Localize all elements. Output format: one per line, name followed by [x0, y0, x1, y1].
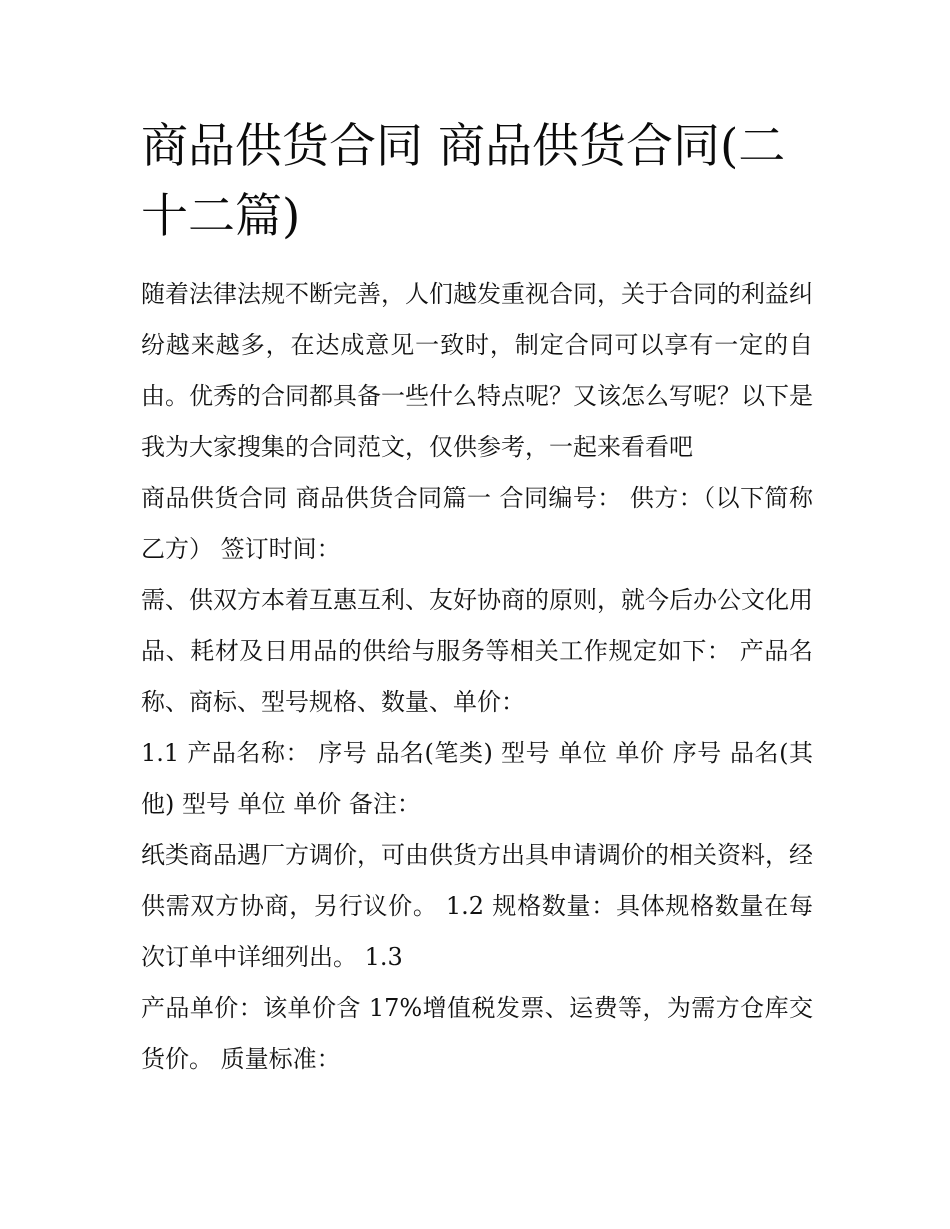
paragraph-intro: 随着法律法规不断完善，人们越发重视合同，关于合同的利益纠纷越来越多，在达成意见一致时，制定合同可以享有一定的自由。优秀的合同都具备一些什么特点呢？又该怎么写呢？以下是我为大家搜集的合同范文，仅供参考，一起来看看吧 [141, 280, 813, 461]
paragraph-principles: 需、供双方本着互惠互利、友好协商的原则，就今后办公文化用品、耗材及日用品的供给与服务等相关工作规定如下： 产品名称、商标、型号规格、数量、单价： [141, 586, 813, 716]
document-title: 商品供货合同 商品供货合同(二十二篇) [141, 119, 786, 244]
document-body [141, 269, 813, 1085]
paragraph-contract-header: 商品供货合同 商品供货合同篇一 合同编号： 供方：（以下简称乙方） 签订时间： [141, 484, 813, 563]
paragraph-product-name: 1.1 产品名称： 序号 品名(笔类) 型号 单位 单价 序号 品名(其他) 型号 单位 单价 备注： [141, 739, 813, 818]
document-content [141, 112, 813, 1085]
paragraph-price-adjustment: 纸类商品遇厂方调价，可由供货方出具申请调价的相关资料，经供需双方协商，另行议价。 1.2 规格数量：具体规格数量在每次订单中详细列出。 1.3 [141, 841, 813, 971]
paragraph-unit-price: 产品单价：该单价含 17%增值税发票、运费等，为需方仓库交货价。 质量标准： [141, 994, 813, 1073]
